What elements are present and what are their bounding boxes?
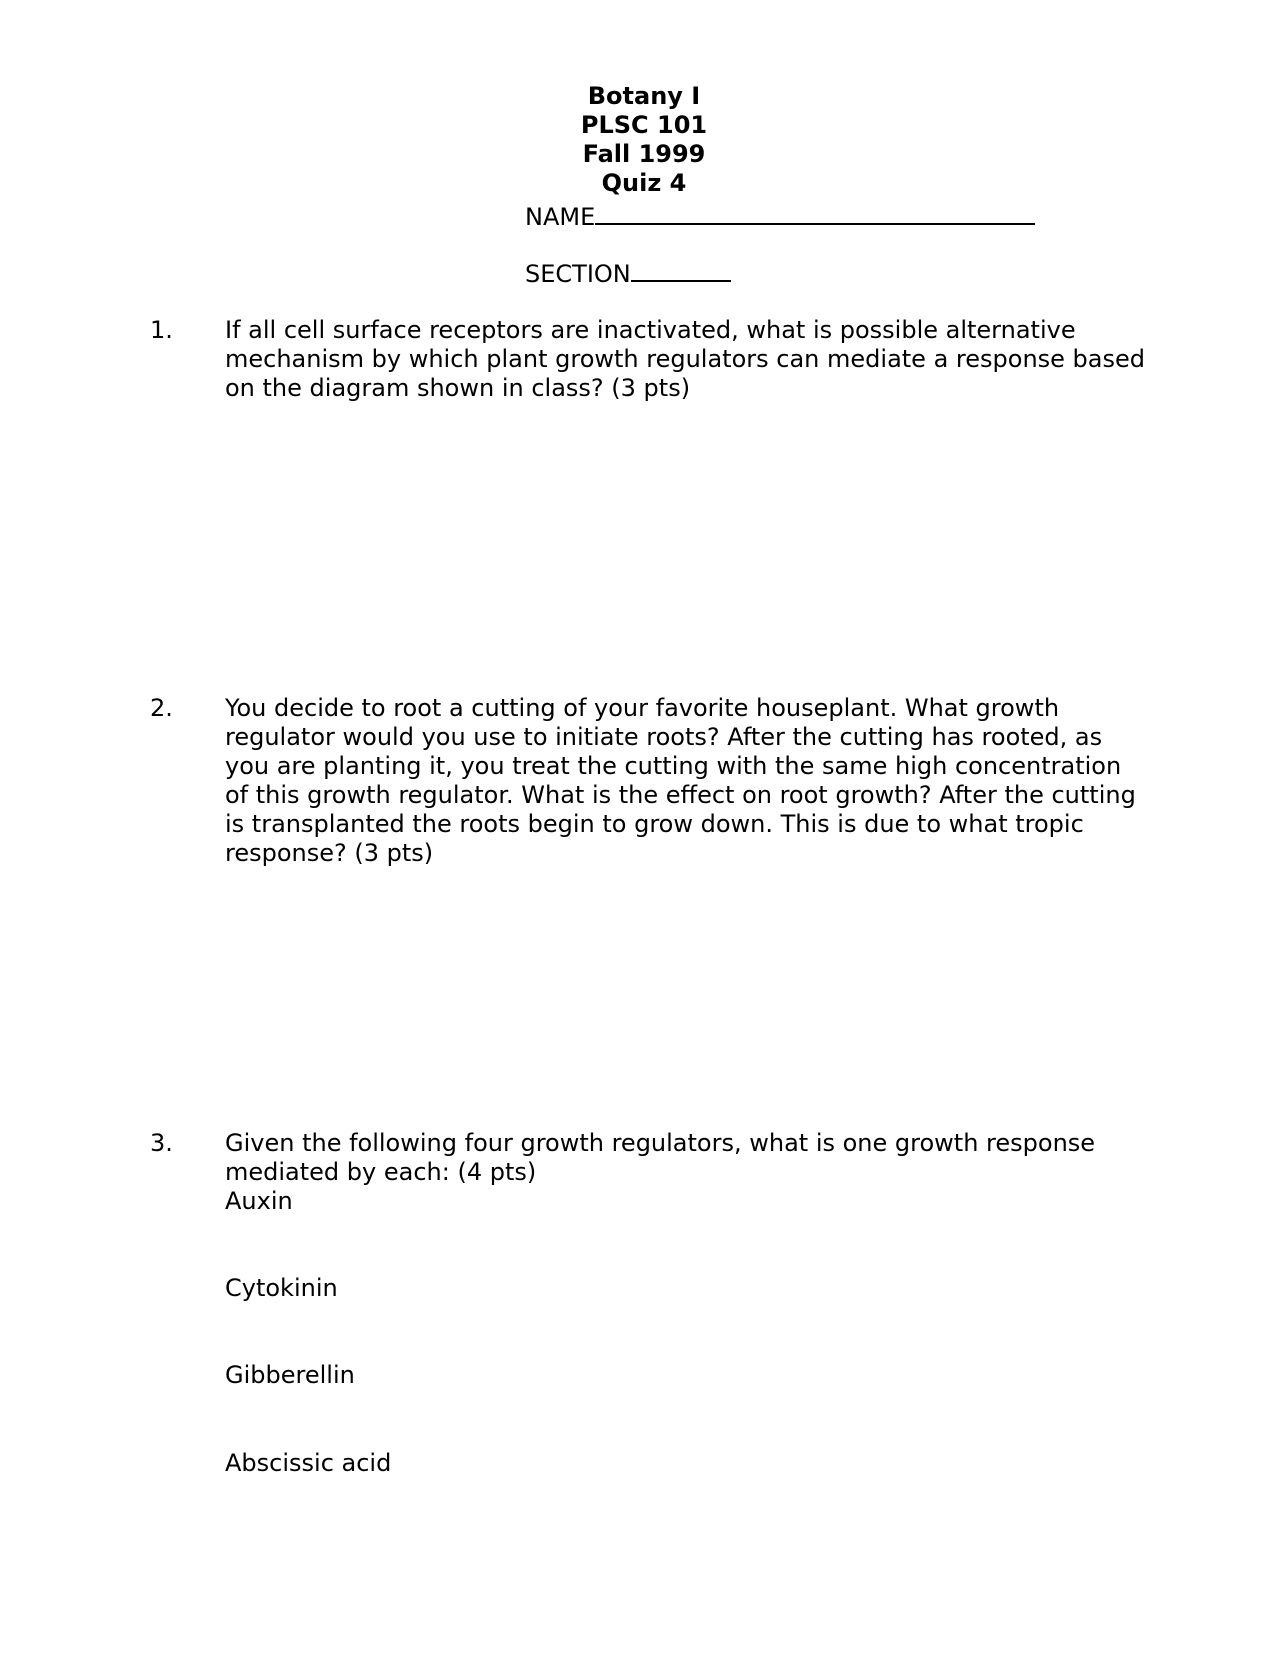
regulator-gibberellin: Gibberellin: [225, 1361, 355, 1389]
quiz-title: Quiz 4: [601, 169, 687, 197]
name-field: [525, 201, 1035, 232]
question-text: If all cell surface receptors are inactivated, what is possible alternative mechanism by which plant growth regulators can mediate a response based on the diagram shown in class? (3 pts): [225, 316, 1145, 402]
question-text: Given the following four growth regulators, what is one growth response mediated by each: (4 pts): [225, 1129, 1096, 1186]
name-label: NAME: [525, 203, 596, 231]
question-text: You decide to root a cutting of your favorite houseplant. What growth regulator would you use to initiate roots? After the cutting has rooted, as you are planting it, you treat the cutting with the same high concentration of this growth regulator. What is the effect on root growth? After the cutting is transplanted the roots begin to grow down. This is due to what tropic response? (3 pts): [225, 694, 1136, 867]
regulator-abscissic-acid: Abscissic acid: [225, 1449, 392, 1477]
section-field: [525, 258, 731, 289]
term: Fall 1999: [582, 140, 706, 168]
question-number: 3.: [150, 1129, 173, 1157]
question-number: 1.: [150, 316, 173, 344]
course-title: Botany I: [587, 82, 701, 110]
regulator-cytokinin: Cytokinin: [225, 1274, 338, 1302]
regulator-auxin: Auxin: [225, 1187, 293, 1215]
course-code: PLSC 101: [580, 111, 708, 139]
name-blank-line: [595, 201, 1035, 225]
section-blank-line: [631, 258, 731, 282]
question-number: 2.: [150, 694, 173, 722]
quiz-header: [0, 82, 1280, 198]
section-label: SECTION: [525, 260, 631, 288]
